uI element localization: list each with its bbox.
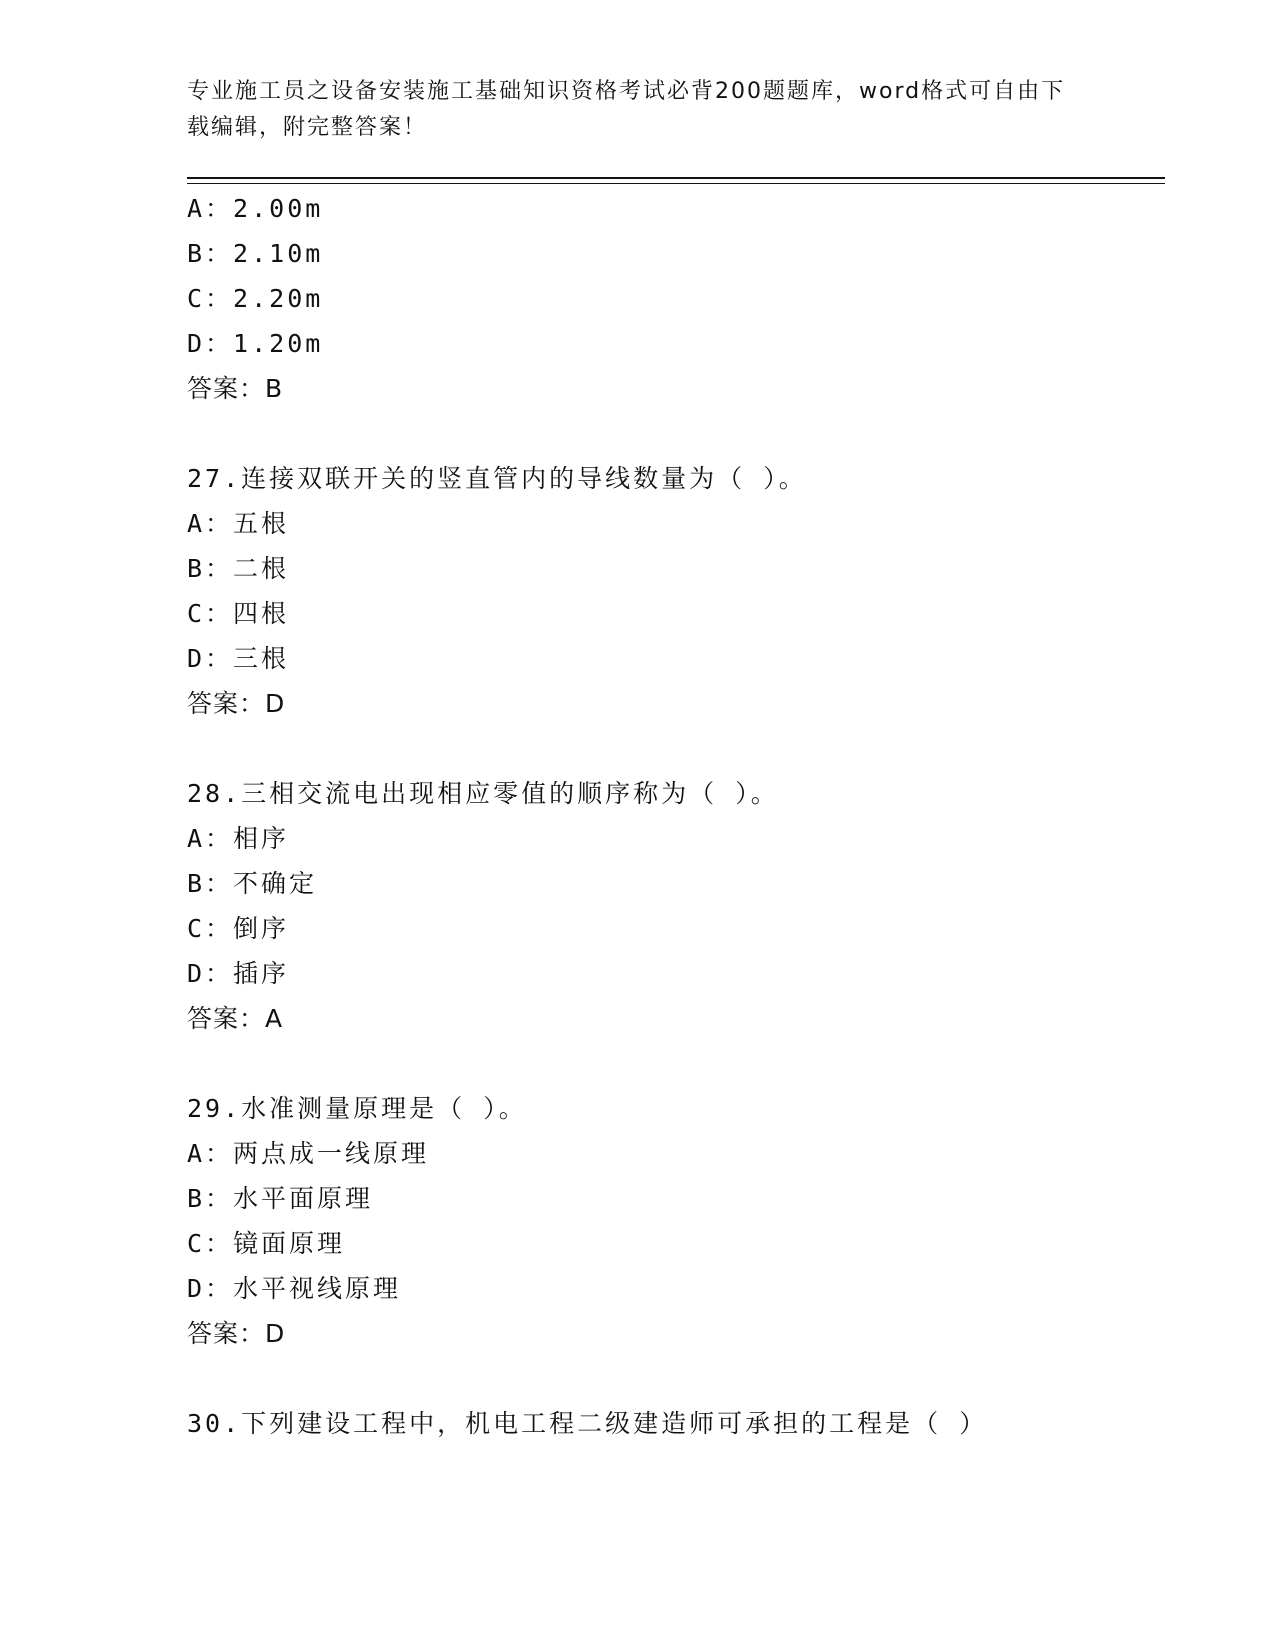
q29-answer: 答案：D: [187, 1319, 286, 1348]
q28-option-d: D：插序: [187, 959, 290, 988]
q29-option-b: B：水平面原理: [187, 1184, 374, 1213]
q27-answer: 答案：D: [187, 689, 286, 718]
q26-answer: 答案：B: [187, 374, 284, 403]
q28-stem: 28.三相交流电出现相应零值的顺序称为（ ）。: [187, 779, 779, 808]
q27-option-d: D：三根: [187, 644, 290, 673]
q26-option-c: C：2.20m: [187, 284, 324, 313]
q28-answer: 答案：A: [187, 1004, 284, 1033]
q30-stem: 30.下列建设工程中，机电工程二级建造师可承担的工程是（ ）: [187, 1409, 988, 1438]
q26-option-b: B：2.10m: [187, 239, 324, 268]
q27-stem: 27.连接双联开关的竖直管内的导线数量为（ ）。: [187, 464, 807, 493]
header-divider-thick: [187, 177, 1165, 179]
q27-option-c: C：四根: [187, 599, 290, 628]
q28-option-b: B：不确定: [187, 869, 318, 898]
q27-option-b: B：二根: [187, 554, 290, 583]
q26-option-a: A：2.00m: [187, 194, 324, 223]
q29-option-d: D：水平视线原理: [187, 1274, 402, 1303]
q28-option-a: A：相序: [187, 824, 290, 853]
q29-stem: 29.水准测量原理是（ ）。: [187, 1094, 527, 1123]
header-divider-thin: [187, 183, 1165, 184]
q29-option-a: A：两点成一线原理: [187, 1139, 430, 1168]
q26-option-d: D：1.20m: [187, 329, 324, 358]
document-header: 专业施工员之设备安装施工基础知识资格考试必背200题题库，word格式可自由下载编辑，附完整答案！: [187, 79, 1066, 140]
q27-option-a: A：五根: [187, 509, 290, 538]
q29-option-c: C：镜面原理: [187, 1229, 346, 1258]
q28-option-c: C：倒序: [187, 914, 290, 943]
